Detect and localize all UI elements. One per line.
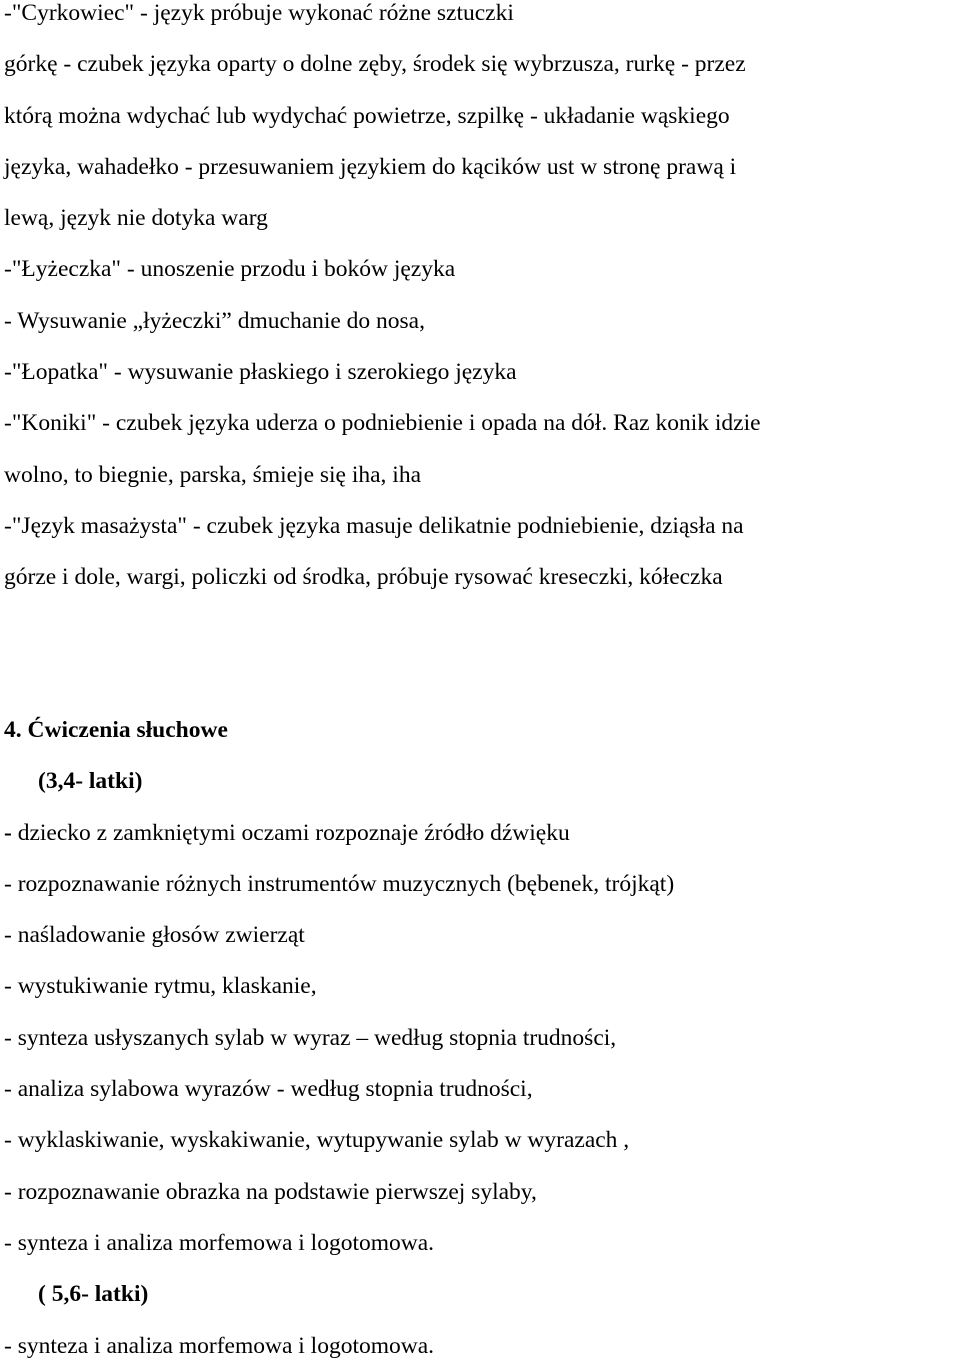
list-item: - wyklaskiwanie, wyskakiwanie, wytupywanie sylab w wyrazach , <box>4 1127 630 1154</box>
list-item: - analiza sylabowa wyrazów - według stopnia trudności, <box>4 1076 533 1103</box>
text-line: -"Język masażysta" - czubek języka masuje delikatnie podniebienie, dziąsła na <box>4 512 744 539</box>
list-item: - synteza i analiza morfemowa i logotomowa. <box>4 1332 435 1359</box>
text-line: górkę - czubek języka oparty o dolne zęby, środek się wybrzusza, rurkę - przez <box>4 51 746 78</box>
text-line: -"Łyżeczka" - unoszenie przodu i boków języka <box>4 256 456 283</box>
text-line: górze i dole, wargi, policzki od środka, próbuje rysować kreseczki, kółeczka <box>4 564 723 591</box>
list-item: - rozpoznawanie różnych instrumentów muzycznych (bębenek, trójkąt) <box>4 870 675 897</box>
section-hearing-exercises <box>4 705 674 1372</box>
list-item: - synteza usłyszanych sylab w wyraz – według stopnia trudności, <box>4 1024 617 1051</box>
text-line: lewą, język nie dotyka warg <box>4 205 268 232</box>
list-item: - synteza i analiza morfemowa i logotomowa. <box>4 1229 435 1256</box>
list-item: - naśladowanie głosów zwierząt <box>4 922 305 949</box>
exercise-list-tongue <box>4 0 761 604</box>
text-line: języka, wahadełko - przesuwaniem językiem do kącików ust w stronę prawą i <box>4 153 737 180</box>
text-line: -"Koniki" - czubek języka uderza o podniebienie i opada na dół. Raz konik idzie <box>4 410 761 437</box>
list-item-text: dziecko z zamkniętymi oczami rozpoznaje źródło dźwięku <box>11 819 570 846</box>
section-heading: 4. Ćwiczenia słuchowe <box>4 717 228 743</box>
text-line: wolno, to biegnie, parska, śmieje się iha, iha <box>4 461 422 488</box>
text-line: -"Cyrkowiec" - język próbuje wykonać różne sztuczki <box>4 0 514 26</box>
list-item: - rozpoznawanie obrazka na podstawie pierwszej sylaby, <box>4 1178 537 1205</box>
text-line: - Wysuwanie „łyżeczki” dmuchanie do nosa, <box>4 307 425 334</box>
text-line: którą można wdychać lub wydychać powietrze, szpilkę - układanie wąskiego <box>4 102 730 129</box>
list-item <box>4 808 674 859</box>
list-item: - wystukiwanie rytmu, klaskanie, <box>4 973 317 1000</box>
age-group-heading: (3,4- latki) <box>38 768 143 795</box>
age-group-heading: ( 5,6- latki) <box>38 1281 149 1308</box>
text-line: -"Łopatka" - wysuwanie płaskiego i szerokiego języka <box>4 359 517 386</box>
list-dash: - <box>4 819 12 846</box>
